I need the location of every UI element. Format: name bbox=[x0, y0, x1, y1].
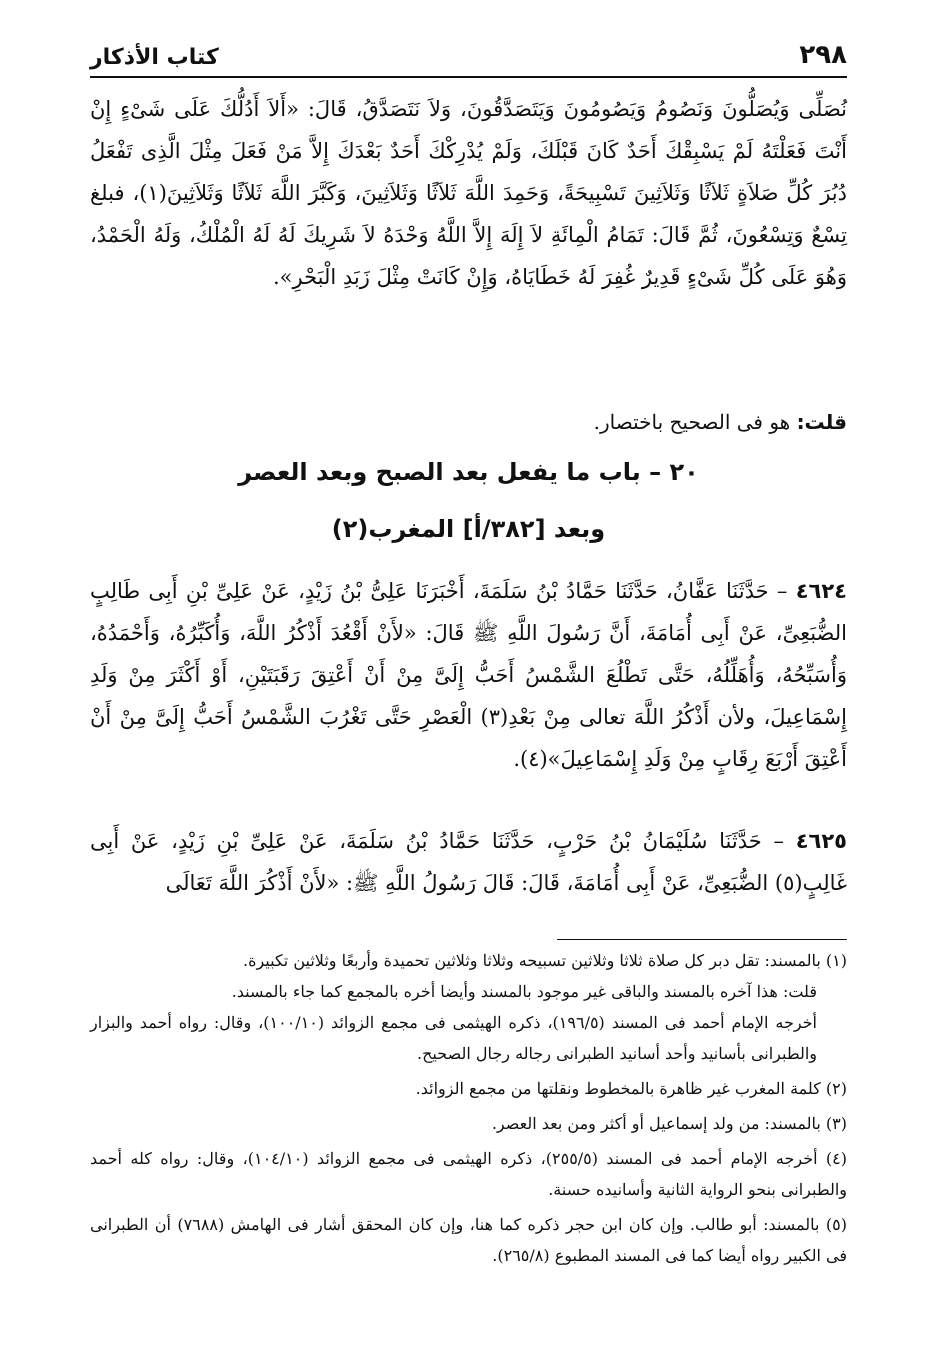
footnote-continuation: قلت: هذا آخره بالمسند والباقى غير موجود بالمسند وأيضا أخره بالمجمع كما جاء بالمسند. bbox=[231, 982, 817, 1001]
footnote-2 bbox=[90, 1073, 847, 1104]
footnotes bbox=[90, 945, 847, 1275]
footnote-4 bbox=[90, 1143, 847, 1205]
footnote-1 bbox=[90, 945, 847, 1069]
hadith-number: ٤٦٢٤ bbox=[795, 579, 847, 603]
book-title: كتاب الأذكار bbox=[90, 45, 219, 70]
hadith-text: – حَدَّثَنَا سُلَيْمَانُ بْنُ حَرْبٍ، حَدَّثَنَا حَمَّادُ بْنُ سَلَمَةَ، عَنْ عَلِىِّ بْنِ زَيْدٍ، عَنْ أَبِى غَالِبٍ(٥) الضُّبَعِىِّ، عَنْ أَبِى أُمَامَةَ، قَالَ: قَالَ رَسُولُ اللَّهِ ﷺ: «لأَنْ أَذْكُرَ اللَّهَ تَعَالَى bbox=[90, 829, 847, 895]
chapter-heading-line1: ٢٠ – باب ما يفعل بعد الصبح وبعد العصر bbox=[238, 458, 699, 486]
header-divider bbox=[90, 76, 847, 78]
footnote-3 bbox=[90, 1108, 847, 1139]
footnote-divider bbox=[557, 939, 847, 940]
footnote-5 bbox=[90, 1209, 847, 1271]
author-note bbox=[90, 402, 847, 442]
footnote-continuation: أخرجه الإمام أحمد فى المسند (١٩٦/٥)، ذكره الهيثمى فى مجمع الزوائد (١٠٠/١٠)، وقال: رواه أحمد والبزار والطبرانى بأسانيد وأحد أسانيد الطبرانى رجاله رجال الصحيح. bbox=[90, 1013, 818, 1063]
hadith-text: – حَدَّثَنَا عَفَّانُ، حَدَّثَنَا حَمَّادُ بْنُ سَلَمَةَ، أَخْبَرَنَا عَلِىُّ بْنُ زَيْدٍ، عَنْ عَلِىِّ بْنِ أَبِى طَالِبٍ الضُّبَعِىِّ، عَنْ أَبِى أُمَامَةَ، أَنَّ رَسُولَ اللَّهِ ﷺ قَالَ: «لأَنْ أَقْعُدَ أَذْكُرُ اللَّهَ، وَأُكَبِّرُهُ، وَأَحْمَدُهُ، وَأُسَبِّحُهُ، وَأُهَلِّلُهُ، حَتَّى تَطْلُعَ الشَّمْسُ أَحَبُّ إِلَىَّ مِنْ أَنْ أَعْتِقَ رَقَبَتَيْنِ، أَوْ أَكْثَرَ مِنْ وَلَدِ إِسْمَاعِيلَ، ولأن أَذْكُرُ اللَّهَ تعالى مِنْ بَعْدِ(٣) الْعَصْرِ حَتَّى تَغْرُبَ الشَّمْسُ أَحَبُّ إِلَىَّ مِنْ أَنْ أَعْتِقَ أَرْبَعَ رِقَابٍ مِنْ وَلَدِ إِسْمَاعِيلَ»(٤). bbox=[90, 579, 847, 771]
footnote-text: (٣) بالمسند: من ولد إسماعيل أو أكثر ومن بعد العصر. bbox=[491, 1114, 847, 1133]
footnote-text: (١) بالمسند: تقل دبر كل صلاة ثلاثا وثلاثين تسبيحه وثلاثا وثلاثين تحميدة وأربعًا وثلاثين تكبيرة. bbox=[242, 951, 847, 970]
hadith-4624 bbox=[90, 570, 847, 780]
chapter-heading-line2: وبعد [٣٨٢/أ] المغرب(٢) bbox=[331, 515, 606, 543]
note-text: هو فى الصحيح باختصار. bbox=[593, 410, 791, 434]
footnote-text: (٥) بالمسند: أبو طالب. وإن كان ابن حجر ذكره كما هنا، وإن كان المحقق أشار فى الهامش (٧٦٨٨) أن الطبرانى فى الكبير رواه أيضا كما فى المسند المطبوع (٢٦٥/٨). bbox=[90, 1215, 848, 1265]
footnote-text: (٤) أخرجه الإمام أحمد فى المسند (٢٥٥/٥)، ذكره الهيثمى فى مجمع الزوائد (١٠٤/١٠)، وقال: رواه كله أحمد والطبرانى بنحو الرواية الثانية وأسانيده حسنة. bbox=[90, 1149, 847, 1199]
hadith-number: ٤٦٢٥ bbox=[795, 829, 847, 853]
page-header bbox=[90, 36, 847, 70]
hadith-4625 bbox=[90, 820, 847, 904]
footnote-text: (٢) كلمة المغرب غير ظاهرة بالمخطوط ونقلتها من مجمع الزوائد. bbox=[415, 1079, 847, 1098]
page-number: ٢٩٨ bbox=[799, 40, 847, 70]
continued-hadith-text: نُصَلِّى وَيُصَلُّونَ وَنَصُومُ وَيَصُومُونَ وَيَتَصَدَّقُونَ، وَلاَ نَتَصَدَّقُ، قَالَ: «أَلاَ أَدُلُّكَ عَلَى شَىْءٍ إِنْ أَنْتَ فَعَلْتَهُ لَمْ يَسْبِقْكَ أَحَدٌ كَانَ قَبْلَكَ، وَلَمْ يُدْرِكْكَ أَحَدٌ بَعْدَكَ إِلاَّ مَنْ فَعَلَ مِثْلَ الَّذِى تَفْعَلُ دُبُرَ كُلِّ صَلاَةٍ ثَلاَثًا وَثَلاَثِينَ تَسْبِيحَةً، وَحَمِدَ اللَّهَ ثَلاَثًا وَثَلاَثِينَ، وَكَبَّرَ اللَّهَ ثَلاَثًا وَثَلاَثِينَ(١)، فبلغ تِسْعٌ وَتِسْعُونَ، ثُمَّ قَالَ: تَمَامُ الْمِائَةِ لاَ إِلَهَ إِلاَّ اللَّهُ وَحْدَهُ لاَ شَرِيكَ لَهُ لَهُ الْمُلْكُ، وَلَهُ الْحَمْدُ، وَهُوَ عَلَى كُلِّ شَىْءٍ قَدِيرٌ غُفِرَ لَهُ خَطَايَاهُ، وَإِنْ كَانَتْ مِثْلَ زَبَدِ الْبَحْرِ». bbox=[90, 97, 847, 289]
note-label: قلت: bbox=[796, 410, 847, 434]
